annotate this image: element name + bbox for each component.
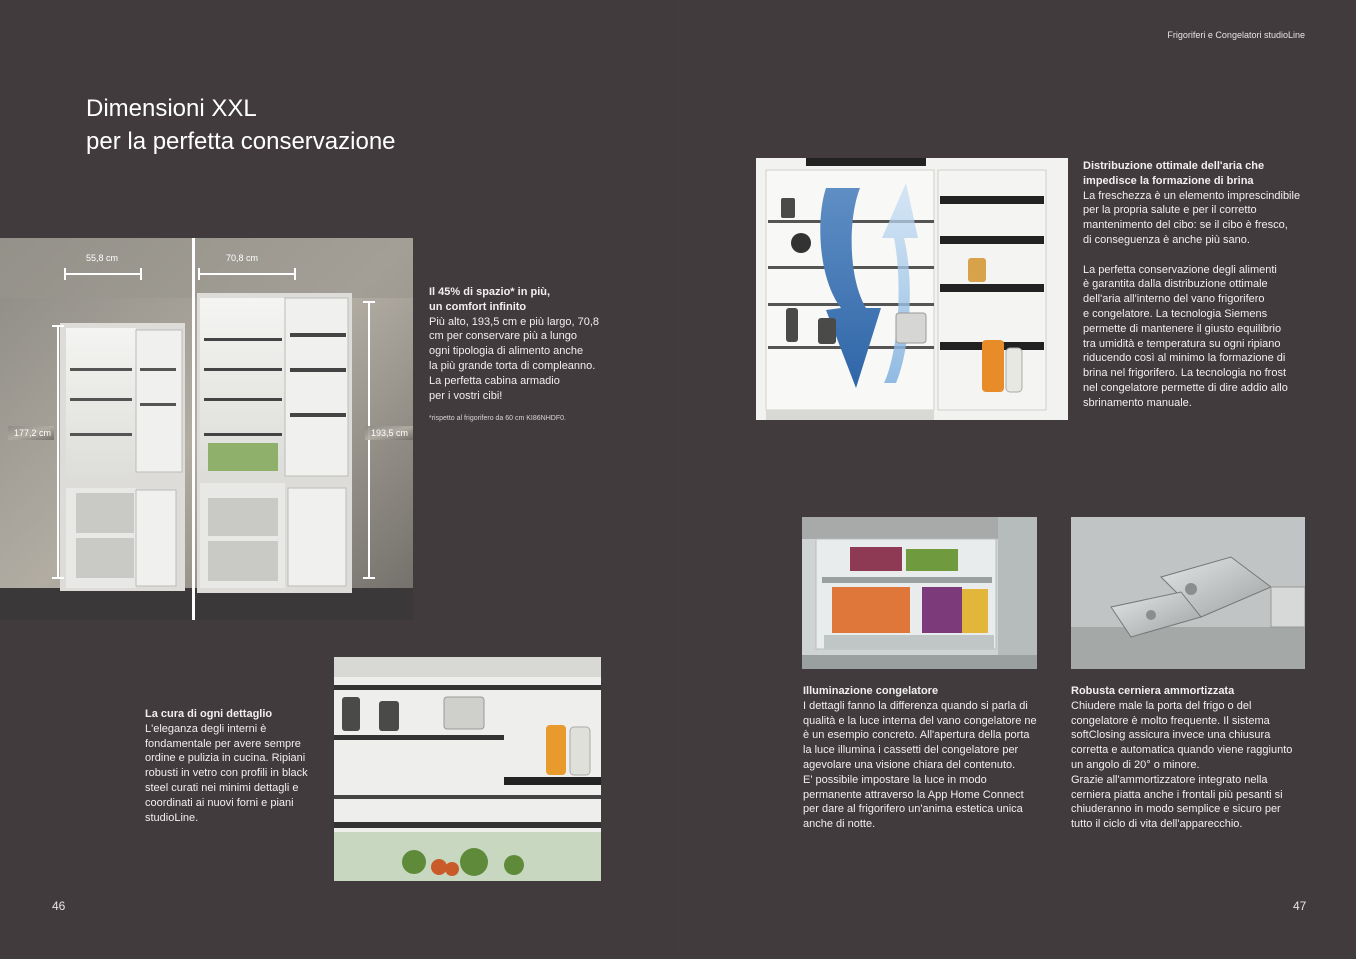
page-number-left: 46 <box>52 899 66 913</box>
hinge-line: tutto il ciclo di vita dell'apparecchio. <box>1071 818 1243 831</box>
airflow-line: dell'aria all'interno del vano frigorifero <box>1083 293 1265 306</box>
airflow-line: brina nel frigorifero. La tecnologia no frost <box>1083 367 1287 380</box>
detail-text <box>145 707 325 825</box>
freezer-light-line: qualità e la luce interna del vano congelatore ne <box>803 714 1037 727</box>
section-header: Frigoriferi e Congelatori studioLine <box>1167 30 1305 40</box>
hinge-line: Grazie all'ammortizzatore integrato nella <box>1071 773 1268 786</box>
airflow-line: di conseguenza è anche più sano. <box>1083 233 1250 246</box>
hinge-line: chiuderanno in modo semplice e sicuro per <box>1071 803 1281 816</box>
airflow-line: permette di mantenere il giusto equilibrio <box>1083 322 1282 335</box>
airflow-line: sbrinamento manuale. <box>1083 396 1192 409</box>
hinge-line: Chiudere male la porta del frigo o del <box>1071 699 1252 712</box>
airflow-line: La perfetta conservazione degli alimenti <box>1083 263 1277 276</box>
airflow-line: è garantita dalla distribuzione ottimale <box>1083 278 1268 291</box>
hinge-line: congelatore è molto frequente. Il sistema <box>1071 714 1270 727</box>
detail-line: steel curati nei minimi dettagli e <box>145 781 299 794</box>
airflow-heading-1: Distribuzione ottimale dell'aria che <box>1083 160 1265 172</box>
airflow-line: mantenimento del cibo: se il cibo è fresco, <box>1083 219 1288 232</box>
airflow-heading-2: impedisce la formazione di brina <box>1083 174 1254 187</box>
page-number-right: 47 <box>1293 899 1307 913</box>
fridge-comparison-photo <box>0 238 413 620</box>
freezer-light-line: I dettagli fanno la differenza quando si parla di <box>803 699 1028 712</box>
space-text <box>429 285 619 403</box>
space-line: ogni tipologia di alimento anche <box>429 345 584 358</box>
detail-heading: La cura di ogni dettaglio <box>145 708 273 720</box>
paragraph-gap <box>1083 248 1313 263</box>
freezer-light-line: E' possibile impostare la luce in modo <box>803 773 987 786</box>
freezer-light-heading: Illuminazione congelatore <box>803 685 939 697</box>
airflow-line: tra umidità e temperatura su ogni ripiano <box>1083 337 1281 350</box>
hinge-line: cerniera piatta anche i frontali più pesanti si <box>1071 788 1283 801</box>
airflow-text <box>1083 159 1313 411</box>
title-line-1: Dimensioni XXL <box>86 95 257 122</box>
freezer-light-line: permanente attraverso la App Home Connect <box>803 788 1024 801</box>
height-small-label: 177,2 cm <box>14 428 52 438</box>
detail-line: studioLine. <box>145 811 199 824</box>
space-line: La perfetta cabina armadio <box>429 374 560 387</box>
width-small-label: 55,8 cm <box>86 253 119 263</box>
hinge-text <box>1071 684 1316 832</box>
freezer-light-line: è un esempio concreto. All'apertura della porta <box>803 729 1030 742</box>
freezer-light-line: anche di notte. <box>803 818 876 831</box>
title-line-2: per la perfetta conservazione <box>86 128 396 155</box>
space-line: per i vostri cibi! <box>429 389 503 402</box>
space-line: cm per conservare più a lungo <box>429 330 577 343</box>
page-title <box>86 92 396 158</box>
freezer-light-text <box>803 684 1043 832</box>
freezer-drawer-photo <box>802 517 1037 669</box>
freezer-light-line: agevolare una visione chiara del contenuto. <box>803 758 1016 771</box>
freezer-light-line: per dare al frigorifero un'anima estetica unica <box>803 803 1023 816</box>
detail-line: fondamentale per avere sempre <box>145 737 301 750</box>
space-heading-1: Il 45% di spazio* in più, <box>429 286 551 298</box>
space-heading-2: un comfort infinito <box>429 300 527 313</box>
page-fold <box>677 0 679 959</box>
freezer-light-line: la luce illumina i cassetti del congelatore per <box>803 744 1019 757</box>
airflow-photo <box>756 158 1068 420</box>
airflow-line: La freschezza è un elemento imprescindibile <box>1083 189 1301 202</box>
footnote: *rispetto al frigorifero da 60 cm KI86NHDF0. <box>429 415 566 422</box>
airflow-line: e congelatore. La tecnologia Siemens <box>1083 307 1268 320</box>
space-line: la più grande torta di compleanno. <box>429 359 596 372</box>
height-large-label: 193,5 cm <box>371 428 409 438</box>
detail-line: robusti in vetro con profili in black <box>145 767 308 780</box>
hinge-line: un angolo di 20° o minore. <box>1071 758 1200 771</box>
airflow-line: riducendo così al minimo la formazione di <box>1083 352 1286 365</box>
space-line: Più alto, 193,5 cm e più largo, 70,8 <box>429 315 599 328</box>
detail-line: L'eleganza degli interni è <box>145 722 267 735</box>
hinge-line: corretta e automatica quando viene raggiunto <box>1071 744 1293 757</box>
detail-line: ordine e pulizia in cucina. Ripiani <box>145 752 306 765</box>
detail-line: coordinati ai nuovi forni e piani <box>145 796 294 809</box>
shelves-detail-photo <box>334 657 601 881</box>
hinge-photo <box>1071 517 1305 669</box>
hinge-line: softClosing assicura invece una chiusura <box>1071 729 1271 742</box>
airflow-line: per la propria salute e per il corretto <box>1083 204 1257 217</box>
airflow-line: nel congelatore permette di dire addio allo <box>1083 381 1288 394</box>
hinge-heading: Robusta cerniera ammortizzata <box>1071 685 1235 697</box>
width-large-label: 70,8 cm <box>226 253 259 263</box>
